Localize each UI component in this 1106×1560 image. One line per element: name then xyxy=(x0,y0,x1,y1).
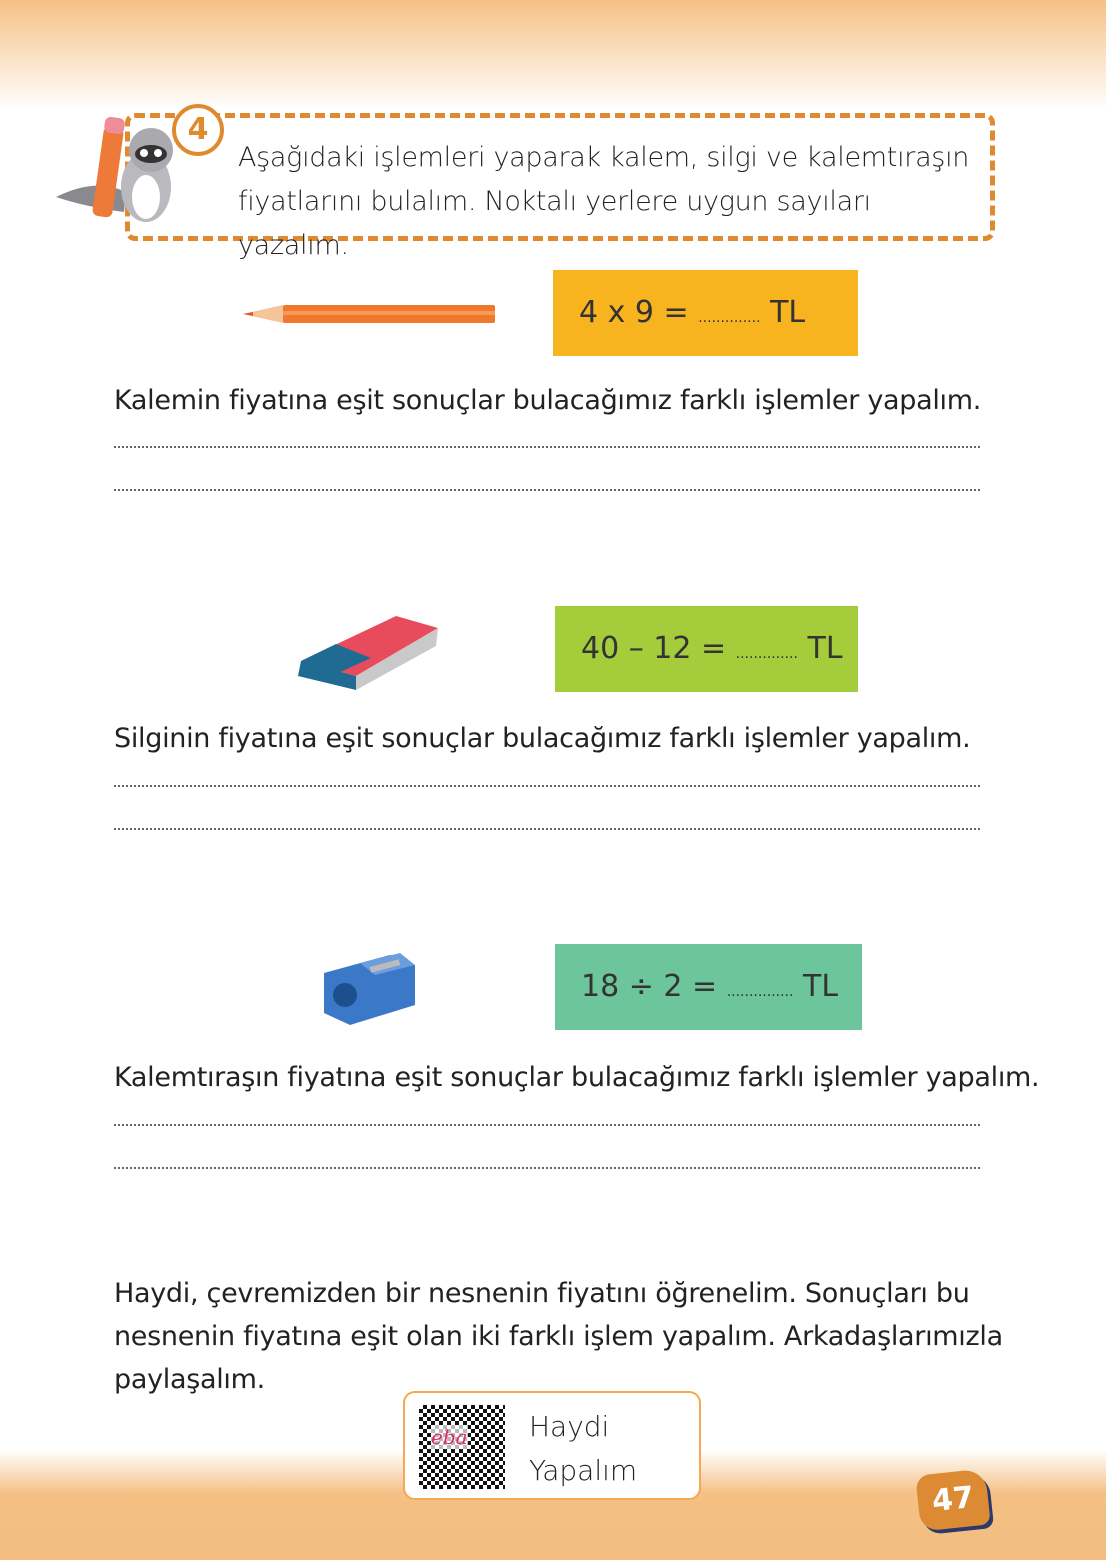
sharpener-icon xyxy=(320,945,418,1027)
answer-line[interactable] xyxy=(114,1124,980,1126)
sharpener-sentence: Kalemtıraşın fiyatına eşit sonuçlar bulacağımız farklı işlemler yapalım. xyxy=(114,1062,1040,1093)
answer-line[interactable] xyxy=(114,489,980,491)
answer-line[interactable] xyxy=(114,828,980,830)
eraser-unit: TL xyxy=(807,631,843,666)
pencil-unit: TL xyxy=(770,295,806,330)
sharpener-expression: 18 ÷ 2 = xyxy=(581,969,718,1004)
sharpener-unit: TL xyxy=(803,969,839,1004)
pencil-expression: 4 x 9 = xyxy=(579,295,689,330)
answer-line[interactable] xyxy=(114,785,980,787)
eraser-sentence: Silginin fiyatına eşit sonuçlar bulacağımız farklı işlemler yapalım. xyxy=(114,723,971,754)
eraser-expression: 40 – 12 = xyxy=(581,631,727,666)
top-band xyxy=(0,0,1106,110)
exercise-number-badge: 4 xyxy=(172,104,224,156)
qr-label-line1: Haydi xyxy=(529,1410,610,1443)
qr-label-line2: Yapalım xyxy=(529,1454,638,1487)
raccoon-mascot-icon xyxy=(56,112,186,227)
pencil-price-box xyxy=(553,270,858,356)
eba-logo: eba xyxy=(431,1425,468,1449)
answer-line[interactable] xyxy=(114,1167,980,1169)
closing-paragraph: Haydi, çevremizden bir nesnenin fiyatını öğrenelim. Sonuçları bu nesnenin fiyatına eşit olan iki farklı işlem yapalım. Arkadaşlarımızla paylaşalım. xyxy=(114,1278,1003,1395)
eraser-answer-blank[interactable]: .............. xyxy=(735,646,798,662)
haydi-yapalim-box[interactable] xyxy=(403,1391,701,1500)
sharpener-answer-blank[interactable]: ............... xyxy=(726,984,794,1000)
page-number: 47 xyxy=(915,1468,990,1531)
pencil-answer-blank[interactable]: .............. xyxy=(698,310,761,326)
sharpener-price-box xyxy=(555,944,862,1030)
eraser-icon xyxy=(296,606,442,692)
pencil-icon xyxy=(243,302,498,326)
instruction-text: Aşağıdaki işlemleri yaparak kalem, silgi ve kalemtıraşın fiyatlarını bulalım. Noktalı yerlere uygun sayıları yazalım. xyxy=(238,142,970,261)
eraser-price-box xyxy=(555,606,858,692)
pencil-sentence: Kalemin fiyatına eşit sonuçlar bulacağımız farklı işlemler yapalım. xyxy=(114,385,982,416)
answer-line[interactable] xyxy=(114,446,980,448)
